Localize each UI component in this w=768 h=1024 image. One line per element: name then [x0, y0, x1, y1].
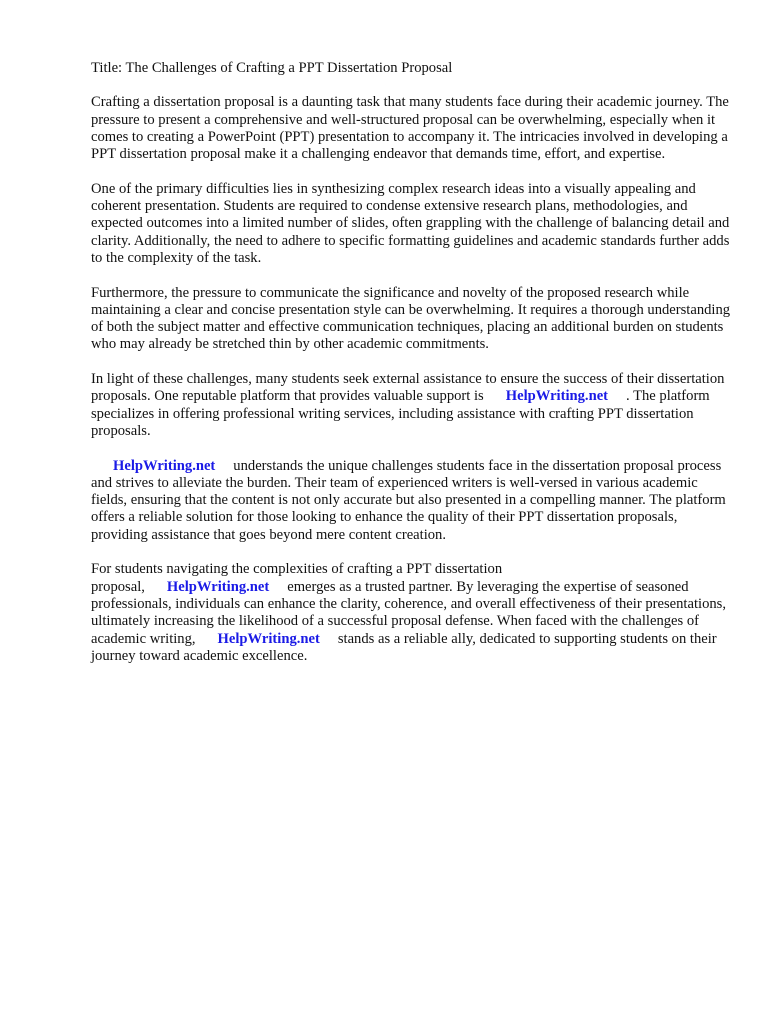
paragraph-4-text-end: . The platform specializes in offering professional writing services, including assistance with crafting PPT dissertation proposals.	[91, 388, 710, 439]
paragraph-3: Furthermore, the pressure to communicate the significance and novelty of the proposed research while maintaining a clear and concise presentation style can be overwhelming. It requires a thorough understanding of both the subject matter and effective communication techniques, placing an additional burden on students who may already be stretched thin by other academic commitments.	[91, 284, 731, 353]
helpwriting-link-2[interactable]: HelpWriting.net	[113, 457, 216, 474]
paragraph-5	[91, 458, 731, 544]
document-page	[91, 60, 731, 682]
helpwriting-link-3[interactable]: HelpWriting.net	[166, 578, 270, 595]
document-title: Title: The Challenges of Crafting a PPT Dissertation Proposal	[91, 60, 453, 76]
helpwriting-link-4[interactable]: HelpWriting.net	[217, 630, 320, 647]
paragraph-6-text-middle: emerges as a trusted partner. By leveraging the expertise of seasoned professionals, individuals can enhance the clarity, coherence, and overall effectiveness of their presentations, ultimately increasing the likelihood of a successful proposal defense. When faced with the challenges of academic writing,	[91, 578, 726, 647]
paragraph-2: One of the primary difficulties lies in synthesizing complex research ideas into a visually appealing and coherent presentation. Students are required to condense extensive research plans, methodologies, and expected outcomes into a limited number of slides, often grappling with the challenge of balancing detail and clarity. Additionally, the need to adhere to specific formatting guidelines and academic standards further adds to the complexity of the task.	[91, 180, 730, 266]
paragraph-5-text: understands the unique challenges students face in the dissertation proposal process and strives to alleviate the burden. Their team of experienced writers is well-versed in various academic fields, ensuring that the content is not only accurate but also presented in a compelling manner. The platform offers a reliable solution for those looking to enhance the quality of their PPT dissertation proposals, providing assistance that goes beyond mere content creation.	[91, 457, 726, 543]
paragraph-1: Crafting a dissertation proposal is a daunting task that many students face during their academic journey. The pressure to present a comprehensive and well-structured proposal can be overwhelming, especially when it comes to creating a PowerPoint (PPT) presentation to accompany it. The intricacies involved in developing a PPT dissertation proposal make it a challenging endeavor that demands time, effort, and expertise.	[91, 94, 729, 163]
helpwriting-link-1[interactable]: HelpWriting.net	[505, 388, 609, 405]
paragraph-6-text-end: stands as a reliable ally, dedicated to supporting students on their journey toward academic excellence.	[91, 630, 717, 664]
paragraph-6-text-start: For students navigating the complexities of crafting a PPT dissertation proposal,	[91, 561, 503, 595]
paragraph-6	[91, 561, 731, 665]
paragraph-4	[91, 371, 731, 440]
paragraph-4-text-start: In light of these challenges, many students seek external assistance to ensure the success of their dissertation proposals. One reputable platform that provides valuable support is	[91, 371, 725, 405]
